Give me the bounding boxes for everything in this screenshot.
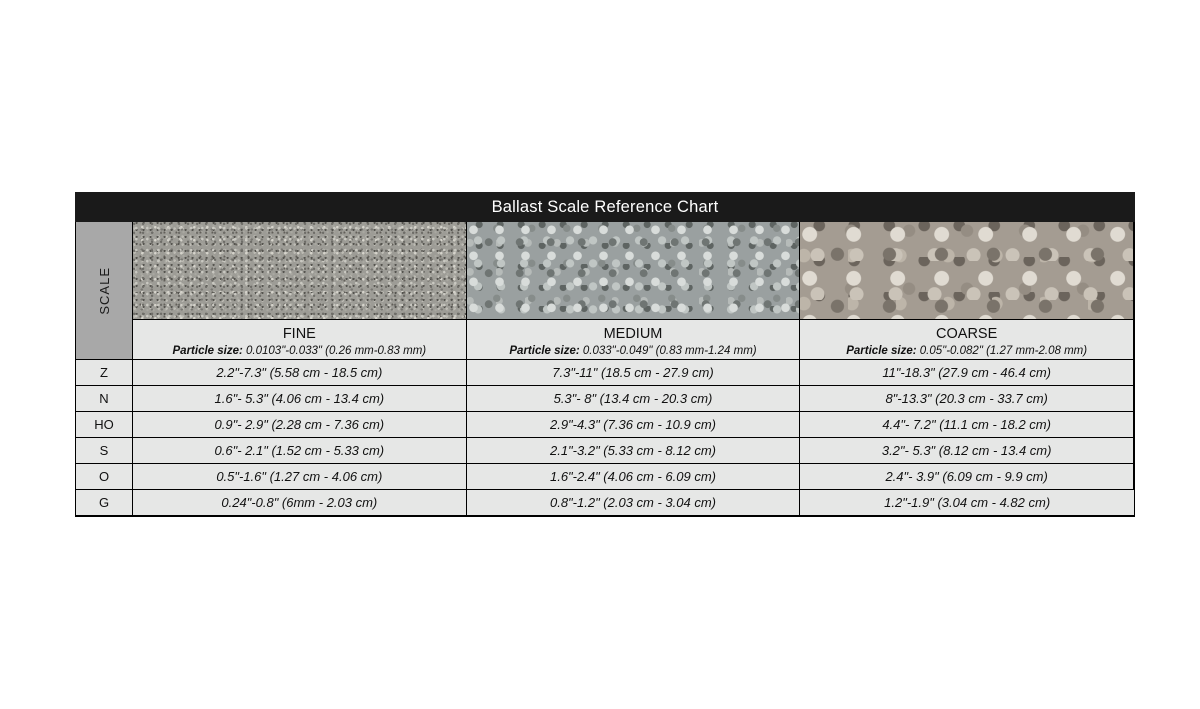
scale-axis-label [76, 222, 133, 360]
column-header-fine-particle-size [137, 344, 462, 358]
swatch-medium [467, 222, 801, 319]
table-row: 0.6"- 2.1" (1.52 cm - 5.33 cm) [133, 438, 467, 464]
column-header-fine [133, 319, 467, 360]
table-row: N [76, 386, 133, 412]
table-row: G [76, 490, 133, 516]
scale-axis-label-text: SCALE [96, 266, 112, 315]
table-row: O [76, 464, 133, 490]
table-row: 8"-13.3" (20.3 cm - 33.7 cm) [800, 386, 1134, 412]
column-header-coarse-title: COARSE [936, 326, 998, 342]
table-row: 4.4"- 7.2" (11.1 cm - 18.2 cm) [800, 412, 1134, 438]
table-row: 2.4"- 3.9" (6.09 cm - 9.9 cm) [800, 464, 1134, 490]
table-row: Z [76, 360, 133, 386]
table-row: 0.8"-1.2" (2.03 cm - 3.04 cm) [467, 490, 801, 516]
fine-ballast-texture-icon [133, 222, 466, 319]
medium-ballast-texture-icon [467, 222, 800, 319]
chart-grid [75, 222, 1135, 517]
table-row: 1.6"- 5.3" (4.06 cm - 13.4 cm) [133, 386, 467, 412]
table-row: 0.9"- 2.9" (2.28 cm - 7.36 cm) [133, 412, 467, 438]
particle-size-label-fine: Particle size: [172, 345, 243, 357]
column-header-medium-particle-size [471, 344, 796, 358]
ballast-scale-reference-chart [75, 192, 1135, 517]
column-header-coarse-particle-size [804, 344, 1129, 358]
table-row: 7.3"-11" (18.5 cm - 27.9 cm) [467, 360, 801, 386]
table-row: 2.9"-4.3" (7.36 cm - 10.9 cm) [467, 412, 801, 438]
swatch-coarse [800, 222, 1134, 319]
chart-title: Ballast Scale Reference Chart [75, 192, 1135, 222]
column-header-medium [467, 319, 801, 360]
column-header-medium-title: MEDIUM [603, 326, 663, 342]
table-row: S [76, 438, 133, 464]
column-header-coarse [800, 319, 1134, 360]
table-row: HO [76, 412, 133, 438]
particle-size-value-medium: 0.033"-0.049" (0.83 mm-1.24 mm) [579, 345, 757, 357]
coarse-ballast-texture-icon [800, 222, 1133, 319]
table-row: 0.5"-1.6" (1.27 cm - 4.06 cm) [133, 464, 467, 490]
table-row: 5.3"- 8" (13.4 cm - 20.3 cm) [467, 386, 801, 412]
particle-size-label-medium: Particle size: [509, 345, 580, 357]
table-row: 1.2"-1.9" (3.04 cm - 4.82 cm) [800, 490, 1134, 516]
table-row: 2.2"-7.3" (5.58 cm - 18.5 cm) [133, 360, 467, 386]
table-row: 0.24"-0.8" (6mm - 2.03 cm) [133, 490, 467, 516]
table-row: 2.1"-3.2" (5.33 cm - 8.12 cm) [467, 438, 801, 464]
table-row: 3.2"- 5.3" (8.12 cm - 13.4 cm) [800, 438, 1134, 464]
particle-size-label-coarse: Particle size: [846, 345, 917, 357]
table-row: 1.6"-2.4" (4.06 cm - 6.09 cm) [467, 464, 801, 490]
column-header-fine-title: FINE [282, 326, 316, 342]
table-row: 11"-18.3" (27.9 cm - 46.4 cm) [800, 360, 1134, 386]
particle-size-value-fine: 0.0103"-0.033" (0.26 mm-0.83 mm) [242, 345, 427, 357]
swatch-fine [133, 222, 467, 319]
particle-size-value-coarse: 0.05"-0.082" (1.27 mm-2.08 mm) [916, 345, 1088, 357]
